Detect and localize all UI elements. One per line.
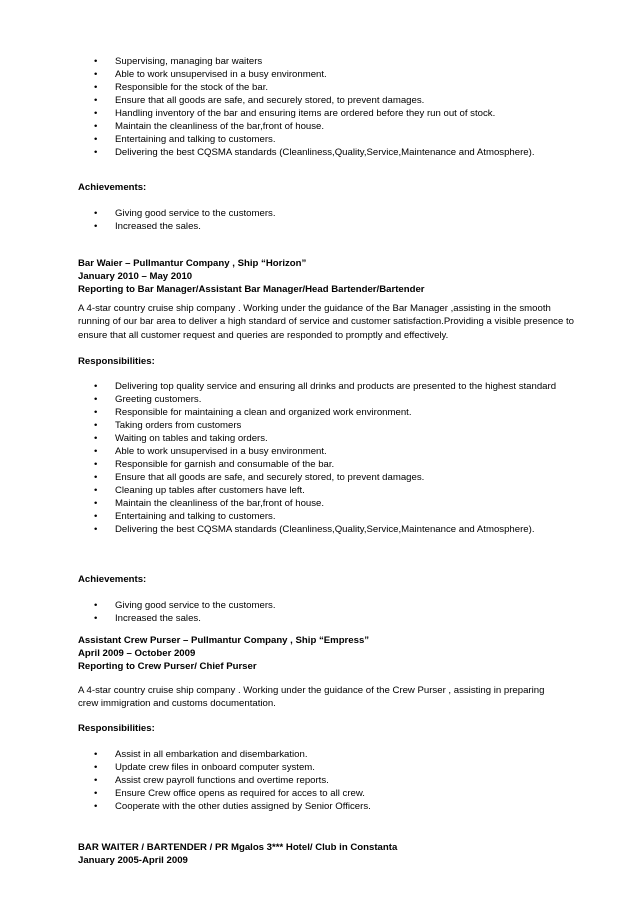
responsibilities-list-prev-job — [94, 55, 604, 159]
job-title: BAR WAITER / BARTENDER / PR Mgalos 3*** Hotel/ Club in Constanta — [78, 842, 398, 853]
list-item: • Assist in all embarkation and disembarkation. — [94, 748, 604, 761]
list-item: • Responsible for garnish and consumable of the bar. — [94, 458, 564, 471]
list-item: • Increased the sales. — [94, 220, 604, 233]
list-item: • Handling inventory of the bar and ensuring items are ordered before they run out of stock. — [94, 107, 604, 120]
list-item: • Maintain the cleanliness of the bar,front of house. — [94, 120, 604, 133]
list-item: • Delivering top quality service and ensuring all drinks and products are presented to the highest standard — [94, 380, 564, 393]
job-dates: January 2005-April 2009 — [78, 855, 188, 866]
list-item: • Taking orders from customers — [94, 419, 564, 432]
list-item: • Entertaining and talking to customers. — [94, 133, 604, 146]
list-item: • Giving good service to the customers. — [94, 599, 604, 612]
list-item: • Update crew files in onboard computer system. — [94, 761, 604, 774]
job-reporting-line: Reporting to Bar Manager/Assistant Bar Manager/Head Bartender/Bartender — [78, 284, 425, 295]
job-description: A 4-star country cruise ship company . Working under the guidance of the Bar Manager ,assisting in the smooth running of our bar area to deliver a high standard of service and customer satisfaction.Providing a visible presence to ensure that all customer request and queries are responded to promptly and effectively. — [78, 303, 574, 341]
list-item: • Assist crew payroll functions and overtime reports. — [94, 774, 604, 787]
list-item: • Responsible for maintaining a clean and organized work environment. — [94, 406, 564, 419]
list-item: • Cooperate with the other duties assigned by Senior Officers. — [94, 800, 604, 813]
list-item: • Able to work unsupervised in a busy environment. — [94, 68, 604, 81]
list-item: • Greeting customers. — [94, 393, 564, 406]
list-item: • Ensure that all goods are safe, and securely stored, to prevent damages. — [94, 94, 604, 107]
list-item: • Entertaining and talking to customers. — [94, 510, 564, 523]
job-dates: January 2010 – May 2010 — [78, 271, 193, 282]
list-item: • Giving good service to the customers. — [94, 207, 604, 220]
achievements-heading: Achievements: — [78, 574, 147, 585]
list-item: • Responsible for the stock of the bar. — [94, 81, 604, 94]
achievements-list — [94, 599, 604, 625]
achievements-heading: Achievements: — [78, 182, 147, 193]
job-title: Bar Waier – Pullmantur Company , Ship “Horizon” — [78, 258, 307, 269]
list-item: • Delivering the best CQSMA standards (Cleanliness,Quality,Service,Maintenance and Atmosphere). — [94, 523, 564, 536]
list-item: • Able to work unsupervised in a busy environment. — [94, 445, 564, 458]
achievements-list-prev-job — [94, 207, 604, 233]
responsibilities-heading: Responsibilities: — [78, 356, 155, 367]
responsibilities-heading: Responsibilities: — [78, 723, 155, 734]
job-dates: April 2009 – October 2009 — [78, 648, 196, 659]
list-item: • Supervising, managing bar waiters — [94, 55, 604, 68]
job-title: Assistant Crew Purser – Pullmantur Company , Ship “Empress” — [78, 635, 370, 646]
list-item: • Increased the sales. — [94, 612, 604, 625]
list-item: • Ensure Crew office opens as required for acces to all crew. — [94, 787, 604, 800]
list-item: • Delivering the best CQSMA standards (Cleanliness,Quality,Service,Maintenance and Atmosphere). — [94, 146, 604, 159]
responsibilities-list — [94, 748, 604, 813]
list-item: • Cleaning up tables after customers have left. — [94, 484, 564, 497]
responsibilities-list — [94, 380, 564, 536]
job-reporting-line: Reporting to Crew Purser/ Chief Purser — [78, 661, 257, 672]
list-item: • Waiting on tables and taking orders. — [94, 432, 564, 445]
job-description: A 4-star country cruise ship company . Working under the guidance of the Crew Purser , assisting in preparing crew immigration and customs documentation. — [78, 685, 545, 710]
list-item: • Maintain the cleanliness of the bar,front of house. — [94, 497, 564, 510]
list-item: • Ensure that all goods are safe, and securely stored, to prevent damages. — [94, 471, 564, 484]
